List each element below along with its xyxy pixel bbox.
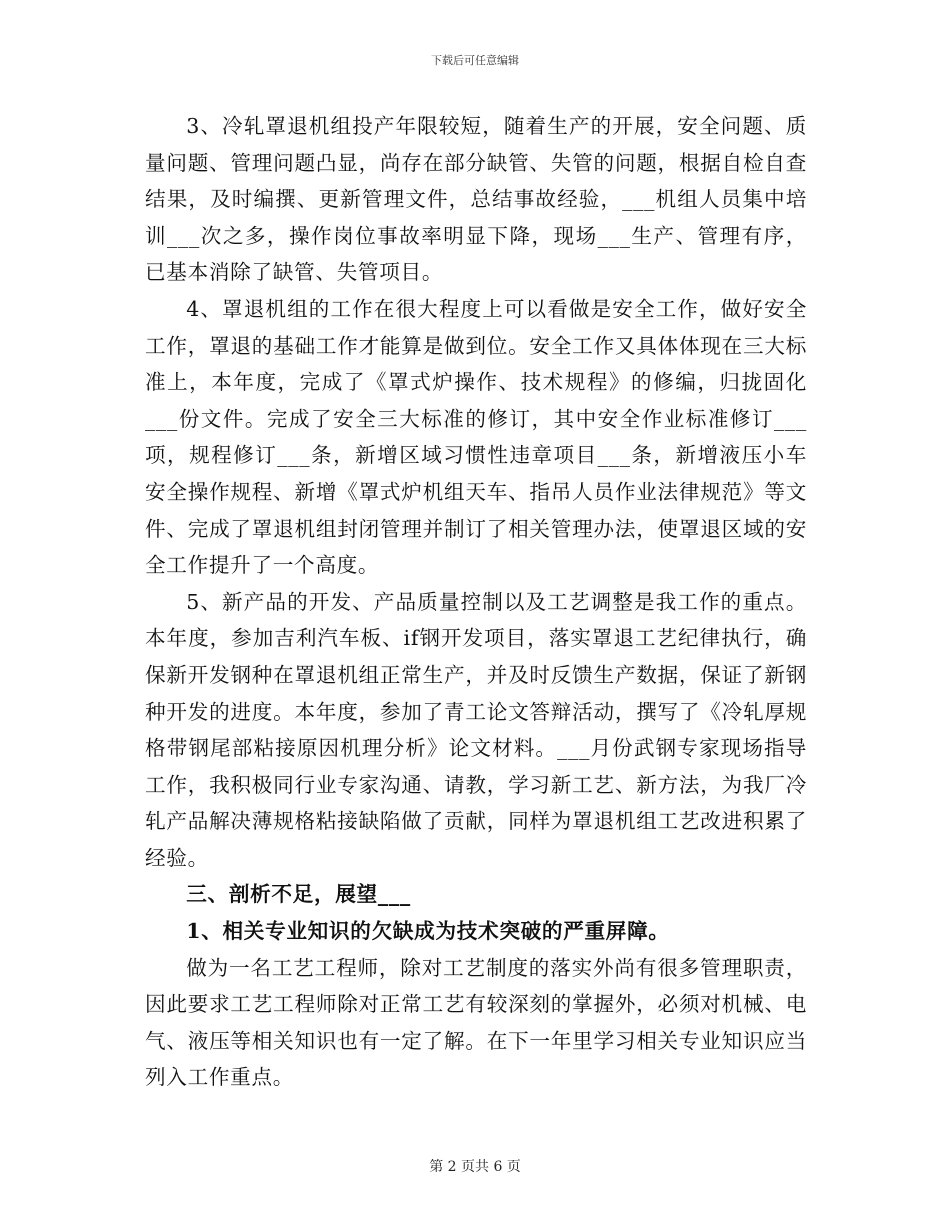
paragraph-item-4: 4、罩退机组的工作在很大程度上可以看做是安全工作，做好安全工作，罩退的基础工作才能算是做到位。安全工作又具体体现在三大标准上，本年度，完成了《罩式炉操作、技术规程》的修编，归拢固化___份文件。完成了安全三大标准的修订，其中安全作业标准修订___项，规程修订___条，新增区域习惯性违章项目___条，新增液压小车安全操作规程、新增《罩式炉机组天车、指吊人员作业法律规范》等文件、完成了罩退机组封闭管理并制订了相关管理办法，使罩退区域的安全工作提升了一个高度。 (145, 296, 807, 578)
section-heading: 三、剖析不足，展望___ (186, 882, 411, 907)
sub-heading: 1、相关专业知识的欠缺成为技术突破的严重屏障。 (186, 919, 670, 944)
document-body (145, 108, 807, 1096)
paragraph-item-3: 3、冷轧罩退机组投产年限较短，随着生产的开展，安全问题、质量问题、管理问题凸显，尚存在部分缺管、失管的问题，根据自检自查结果，及时编撰、更新管理文件，总结事故经验，___机组人员集中培训___次之多，操作岗位事故率明显下降，现场___生产、管理有序，已基本消除了缺管、失管项目。 (145, 114, 807, 285)
closing-paragraph: 做为一名工艺工程师，除对工艺制度的落实外尚有很多管理职责，因此要求工艺工程师除对正常工艺有较深刻的掌握外，必须对机械、电气、液压等相关知识也有一定了解。在下一年里学习相关专业知识应当列入工作重点。 (145, 955, 807, 1090)
page-footer: 第 2 页共 6 页 (429, 1159, 521, 1175)
page-header: 下载后可任意编辑 (431, 54, 519, 67)
paragraph-item-5: 5、新产品的开发、产品质量控制以及工艺调整是我工作的重点。本年度，参加吉利汽车板、if钢开发项目，落实罩退工艺纪律执行，确保新开发钢种在罩退机组正常生产，并及时反馈生产数据，保证了新钢种开发的进度。本年度，参加了青工论文答辩活动，撰写了《冷轧厚规格带钢尾部粘接原因机理分析》论文材料。___月份武钢专家现场指导工作，我积极同行业专家沟通、请教，学习新工艺、新方法，为我厂冷轧产品解决薄规格粘接缺陷做了贡献，同样为罩退机组工艺改进积累了经验。 (145, 589, 807, 870)
